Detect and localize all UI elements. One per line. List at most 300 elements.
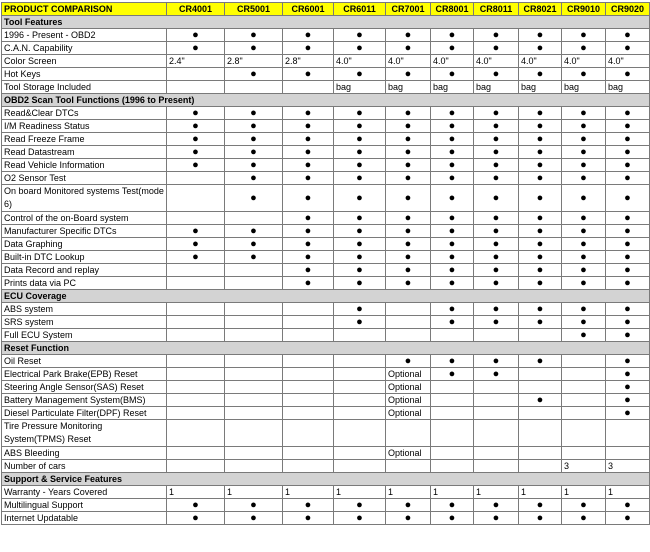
section-row xyxy=(2,342,650,355)
table-row xyxy=(2,316,650,329)
feature-value: 3 xyxy=(562,460,606,473)
feature-value: ● xyxy=(474,29,519,42)
feature-value: ● xyxy=(225,185,283,212)
feature-value: Optional xyxy=(386,381,431,394)
feature-value xyxy=(283,355,334,368)
feature-value xyxy=(474,329,519,342)
feature-value: ● xyxy=(474,368,519,381)
section-title: OBD2 Scan Tool Functions (1996 to Present) xyxy=(2,94,650,107)
feature-value: bag xyxy=(519,81,562,94)
feature-name: ABS system xyxy=(2,303,167,316)
feature-value xyxy=(167,185,225,212)
feature-value: ● xyxy=(431,264,474,277)
feature-value: ● xyxy=(283,159,334,172)
feature-value: ● xyxy=(431,185,474,212)
feature-value xyxy=(167,264,225,277)
feature-value xyxy=(167,68,225,81)
header-cr6001: CR6001 xyxy=(283,3,334,16)
feature-name: Read Freeze Frame xyxy=(2,133,167,146)
table-row xyxy=(2,107,650,120)
feature-value: ● xyxy=(225,42,283,55)
feature-value xyxy=(519,407,562,420)
section-row xyxy=(2,16,650,29)
feature-value xyxy=(431,329,474,342)
table-row xyxy=(2,159,650,172)
feature-value: ● xyxy=(225,133,283,146)
feature-value xyxy=(225,316,283,329)
feature-value: ● xyxy=(519,120,562,133)
feature-value: ● xyxy=(562,185,606,212)
feature-value xyxy=(474,420,519,447)
table-row xyxy=(2,133,650,146)
table-row xyxy=(2,264,650,277)
feature-value: bag xyxy=(606,81,650,94)
feature-value: ● xyxy=(431,316,474,329)
feature-value xyxy=(474,407,519,420)
feature-value: ● xyxy=(225,225,283,238)
table-row xyxy=(2,238,650,251)
feature-name: Diesel Particulate Filter(DPF) Reset xyxy=(2,407,167,420)
feature-value xyxy=(334,355,386,368)
feature-value: ● xyxy=(386,133,431,146)
feature-value: 4.0" xyxy=(474,55,519,68)
feature-value: ● xyxy=(225,107,283,120)
feature-name: Warranty - Years Covered xyxy=(2,486,167,499)
feature-name: Hot Keys xyxy=(2,68,167,81)
feature-value: ● xyxy=(283,68,334,81)
feature-value xyxy=(225,381,283,394)
feature-value: ● xyxy=(606,316,650,329)
feature-value: ● xyxy=(606,107,650,120)
feature-value: 4.0" xyxy=(386,55,431,68)
feature-value xyxy=(167,212,225,225)
feature-value: ● xyxy=(334,512,386,525)
feature-value xyxy=(167,447,225,460)
feature-value: ● xyxy=(606,159,650,172)
feature-value: ● xyxy=(519,303,562,316)
feature-value: ● xyxy=(519,251,562,264)
feature-value: ● xyxy=(474,264,519,277)
feature-value: ● xyxy=(386,512,431,525)
feature-value xyxy=(431,420,474,447)
feature-name: Color Screen xyxy=(2,55,167,68)
feature-value xyxy=(334,394,386,407)
feature-value: ● xyxy=(386,29,431,42)
feature-value: ● xyxy=(474,277,519,290)
feature-value xyxy=(283,316,334,329)
table-row xyxy=(2,225,650,238)
feature-value: ● xyxy=(386,238,431,251)
feature-value: ● xyxy=(283,512,334,525)
feature-value: ● xyxy=(474,133,519,146)
feature-value xyxy=(167,460,225,473)
feature-name: Tire Pressure Monitoring System(TPMS) Reset xyxy=(2,420,167,447)
feature-name: Data Record and replay xyxy=(2,264,167,277)
feature-value: ● xyxy=(225,512,283,525)
feature-value: ● xyxy=(474,238,519,251)
feature-value: ● xyxy=(519,68,562,81)
feature-value xyxy=(334,420,386,447)
feature-value: ● xyxy=(562,29,606,42)
feature-value: ● xyxy=(519,212,562,225)
feature-value xyxy=(474,381,519,394)
feature-value: Optional xyxy=(386,368,431,381)
table-row xyxy=(2,355,650,368)
feature-value: ● xyxy=(431,212,474,225)
feature-value: ● xyxy=(606,212,650,225)
feature-value: ● xyxy=(386,146,431,159)
feature-value: ● xyxy=(334,133,386,146)
feature-value: ● xyxy=(386,264,431,277)
feature-value: ● xyxy=(562,225,606,238)
feature-value xyxy=(167,172,225,185)
feature-value xyxy=(474,447,519,460)
feature-value xyxy=(225,212,283,225)
feature-value: ● xyxy=(519,107,562,120)
feature-value: ● xyxy=(562,146,606,159)
feature-value xyxy=(225,407,283,420)
feature-value: bag xyxy=(431,81,474,94)
feature-value xyxy=(562,420,606,447)
feature-value: ● xyxy=(167,120,225,133)
feature-value: ● xyxy=(283,251,334,264)
feature-value: ● xyxy=(519,42,562,55)
feature-value xyxy=(283,460,334,473)
header-cr8021: CR8021 xyxy=(519,3,562,16)
feature-value: ● xyxy=(519,394,562,407)
feature-value xyxy=(562,368,606,381)
table-row xyxy=(2,460,650,473)
feature-value: ● xyxy=(386,68,431,81)
feature-value: ● xyxy=(431,368,474,381)
feature-value: ● xyxy=(431,499,474,512)
feature-value xyxy=(167,316,225,329)
feature-value: ● xyxy=(606,381,650,394)
feature-value: ● xyxy=(386,277,431,290)
feature-value: ● xyxy=(474,303,519,316)
feature-value xyxy=(283,447,334,460)
feature-value: 1 xyxy=(225,486,283,499)
feature-value xyxy=(283,407,334,420)
feature-value xyxy=(562,447,606,460)
feature-value: ● xyxy=(334,316,386,329)
table-row xyxy=(2,120,650,133)
feature-value: ● xyxy=(225,68,283,81)
feature-value xyxy=(167,303,225,316)
feature-value: ● xyxy=(283,225,334,238)
feature-value: ● xyxy=(225,29,283,42)
feature-value: ● xyxy=(431,303,474,316)
section-row xyxy=(2,473,650,486)
section-title: ECU Coverage xyxy=(2,290,650,303)
feature-value: ● xyxy=(334,277,386,290)
feature-value: ● xyxy=(606,185,650,212)
table-row xyxy=(2,499,650,512)
feature-value: ● xyxy=(474,512,519,525)
feature-name: ABS Bleeding xyxy=(2,447,167,460)
feature-value: ● xyxy=(225,172,283,185)
feature-value: ● xyxy=(225,120,283,133)
feature-value: ● xyxy=(562,68,606,81)
feature-value: ● xyxy=(606,264,650,277)
feature-value: ● xyxy=(167,499,225,512)
feature-value: 4.0" xyxy=(606,55,650,68)
feature-value: ● xyxy=(562,159,606,172)
feature-value: ● xyxy=(431,238,474,251)
feature-value: ● xyxy=(519,185,562,212)
feature-value: ● xyxy=(474,212,519,225)
feature-value: Optional xyxy=(386,447,431,460)
feature-value: ● xyxy=(474,172,519,185)
feature-value xyxy=(606,447,650,460)
feature-name: Internet Updatable xyxy=(2,512,167,525)
feature-value: ● xyxy=(431,225,474,238)
feature-value: ● xyxy=(474,159,519,172)
feature-value: ● xyxy=(562,107,606,120)
feature-value: ● xyxy=(562,499,606,512)
feature-value xyxy=(519,447,562,460)
feature-value: ● xyxy=(225,159,283,172)
header-cr8011: CR8011 xyxy=(474,3,519,16)
feature-value xyxy=(386,460,431,473)
feature-value: ● xyxy=(606,225,650,238)
feature-value: ● xyxy=(386,42,431,55)
header-cr4001: CR4001 xyxy=(167,3,225,16)
feature-name: C.A.N. Capability xyxy=(2,42,167,55)
table-row xyxy=(2,277,650,290)
feature-value: 1 xyxy=(431,486,474,499)
feature-value xyxy=(283,329,334,342)
feature-value: ● xyxy=(386,107,431,120)
feature-value: ● xyxy=(474,107,519,120)
feature-name: 1996 - Present - OBD2 xyxy=(2,29,167,42)
feature-value: ● xyxy=(334,185,386,212)
header-cr8001: CR8001 xyxy=(431,3,474,16)
feature-value: ● xyxy=(431,29,474,42)
section-row xyxy=(2,290,650,303)
feature-value: 1 xyxy=(283,486,334,499)
feature-value xyxy=(562,407,606,420)
feature-value: ● xyxy=(474,499,519,512)
feature-value xyxy=(167,368,225,381)
feature-value: ● xyxy=(519,29,562,42)
feature-value xyxy=(519,460,562,473)
table-row xyxy=(2,303,650,316)
product-comparison-table xyxy=(1,2,650,525)
section-row xyxy=(2,94,650,107)
feature-value: ● xyxy=(431,355,474,368)
feature-value: ● xyxy=(606,133,650,146)
feature-value xyxy=(167,277,225,290)
feature-value: ● xyxy=(283,238,334,251)
feature-value xyxy=(225,368,283,381)
feature-value: ● xyxy=(431,512,474,525)
feature-value: ● xyxy=(334,120,386,133)
feature-name: On board Monitored systems Test(mode 6) xyxy=(2,185,167,212)
feature-value xyxy=(562,355,606,368)
feature-value: ● xyxy=(606,499,650,512)
feature-value: ● xyxy=(474,120,519,133)
feature-value: ● xyxy=(519,512,562,525)
feature-name: Prints data via PC xyxy=(2,277,167,290)
feature-value: ● xyxy=(606,29,650,42)
feature-value xyxy=(283,394,334,407)
feature-value: ● xyxy=(519,225,562,238)
feature-name: Steering Angle Sensor(SAS) Reset xyxy=(2,381,167,394)
feature-value: ● xyxy=(431,146,474,159)
feature-name: Read&Clear DTCs xyxy=(2,107,167,120)
header-cr7001: CR7001 xyxy=(386,3,431,16)
feature-value xyxy=(225,81,283,94)
feature-value: ● xyxy=(606,251,650,264)
table-row xyxy=(2,447,650,460)
feature-value xyxy=(386,316,431,329)
feature-value: ● xyxy=(474,42,519,55)
feature-value: 1 xyxy=(386,486,431,499)
feature-value: ● xyxy=(386,159,431,172)
feature-value: ● xyxy=(283,146,334,159)
feature-value: 1 xyxy=(562,486,606,499)
feature-value: ● xyxy=(606,407,650,420)
feature-name: Control of the on-Board system xyxy=(2,212,167,225)
feature-value xyxy=(225,447,283,460)
feature-value xyxy=(167,420,225,447)
feature-value: ● xyxy=(562,303,606,316)
feature-value: bag xyxy=(474,81,519,94)
table-row xyxy=(2,394,650,407)
section-title: Support & Service Features xyxy=(2,473,650,486)
feature-value: ● xyxy=(562,316,606,329)
feature-value: 1 xyxy=(474,486,519,499)
feature-name: Electrical Park Brake(EPB) Reset xyxy=(2,368,167,381)
feature-value: bag xyxy=(334,81,386,94)
feature-value: ● xyxy=(386,212,431,225)
feature-value: ● xyxy=(386,499,431,512)
header-cr6011: CR6011 xyxy=(334,3,386,16)
feature-value xyxy=(519,420,562,447)
feature-value: ● xyxy=(606,368,650,381)
table-row xyxy=(2,185,650,212)
table-row xyxy=(2,81,650,94)
feature-value: ● xyxy=(519,238,562,251)
feature-value xyxy=(225,303,283,316)
feature-value: ● xyxy=(334,107,386,120)
section-title: Tool Features xyxy=(2,16,650,29)
feature-value: ● xyxy=(606,329,650,342)
feature-value: ● xyxy=(474,251,519,264)
feature-name: Battery Management System(BMS) xyxy=(2,394,167,407)
feature-value: ● xyxy=(562,512,606,525)
feature-value xyxy=(474,460,519,473)
table-row xyxy=(2,381,650,394)
feature-value: ● xyxy=(431,277,474,290)
feature-value: ● xyxy=(606,146,650,159)
feature-value: ● xyxy=(334,251,386,264)
feature-value: 1 xyxy=(167,486,225,499)
feature-value: ● xyxy=(562,120,606,133)
feature-value: ● xyxy=(167,133,225,146)
feature-value: ● xyxy=(334,264,386,277)
feature-value: ● xyxy=(334,29,386,42)
feature-value: ● xyxy=(225,146,283,159)
feature-value: ● xyxy=(283,29,334,42)
feature-value xyxy=(386,420,431,447)
feature-value: ● xyxy=(386,251,431,264)
feature-value xyxy=(431,460,474,473)
feature-value xyxy=(225,264,283,277)
feature-value: ● xyxy=(167,251,225,264)
feature-value: 3 xyxy=(606,460,650,473)
feature-value: ● xyxy=(334,303,386,316)
feature-value xyxy=(225,329,283,342)
feature-value: ● xyxy=(431,251,474,264)
feature-value: ● xyxy=(386,225,431,238)
feature-value: ● xyxy=(474,68,519,81)
feature-value: ● xyxy=(474,355,519,368)
feature-value xyxy=(431,381,474,394)
feature-value: ● xyxy=(431,107,474,120)
feature-value: ● xyxy=(334,212,386,225)
feature-value xyxy=(334,381,386,394)
feature-value: ● xyxy=(386,172,431,185)
feature-value xyxy=(225,420,283,447)
table-row xyxy=(2,172,650,185)
feature-value: ● xyxy=(606,303,650,316)
feature-value: 4.0" xyxy=(562,55,606,68)
feature-value: ● xyxy=(606,238,650,251)
feature-value xyxy=(519,329,562,342)
feature-value: ● xyxy=(474,146,519,159)
feature-value: ● xyxy=(283,264,334,277)
feature-value: ● xyxy=(334,68,386,81)
feature-value xyxy=(431,407,474,420)
feature-value xyxy=(334,447,386,460)
feature-value: 4.0" xyxy=(334,55,386,68)
table-row xyxy=(2,486,650,499)
feature-value: 4.0" xyxy=(431,55,474,68)
table-body xyxy=(2,16,650,525)
feature-value: ● xyxy=(474,225,519,238)
feature-value xyxy=(167,81,225,94)
feature-value: ● xyxy=(562,277,606,290)
feature-value xyxy=(167,394,225,407)
feature-name: O2 Sensor Test xyxy=(2,172,167,185)
feature-value: ● xyxy=(519,264,562,277)
table-row xyxy=(2,29,650,42)
feature-value xyxy=(519,368,562,381)
feature-value: ● xyxy=(562,264,606,277)
feature-value xyxy=(283,420,334,447)
feature-value: ● xyxy=(431,68,474,81)
feature-value: 2.8" xyxy=(225,55,283,68)
feature-value: ● xyxy=(606,120,650,133)
header-cr5001: CR5001 xyxy=(225,3,283,16)
feature-value: ● xyxy=(283,120,334,133)
feature-value: ● xyxy=(334,159,386,172)
feature-value: ● xyxy=(562,42,606,55)
feature-name: Manufacturer Specific DTCs xyxy=(2,225,167,238)
feature-value xyxy=(225,355,283,368)
feature-value xyxy=(225,277,283,290)
feature-value: ● xyxy=(519,146,562,159)
feature-value xyxy=(283,303,334,316)
feature-value: ● xyxy=(283,499,334,512)
feature-value: ● xyxy=(474,185,519,212)
feature-value: ● xyxy=(167,238,225,251)
feature-value: ● xyxy=(167,42,225,55)
feature-value: ● xyxy=(519,159,562,172)
feature-value: ● xyxy=(606,172,650,185)
